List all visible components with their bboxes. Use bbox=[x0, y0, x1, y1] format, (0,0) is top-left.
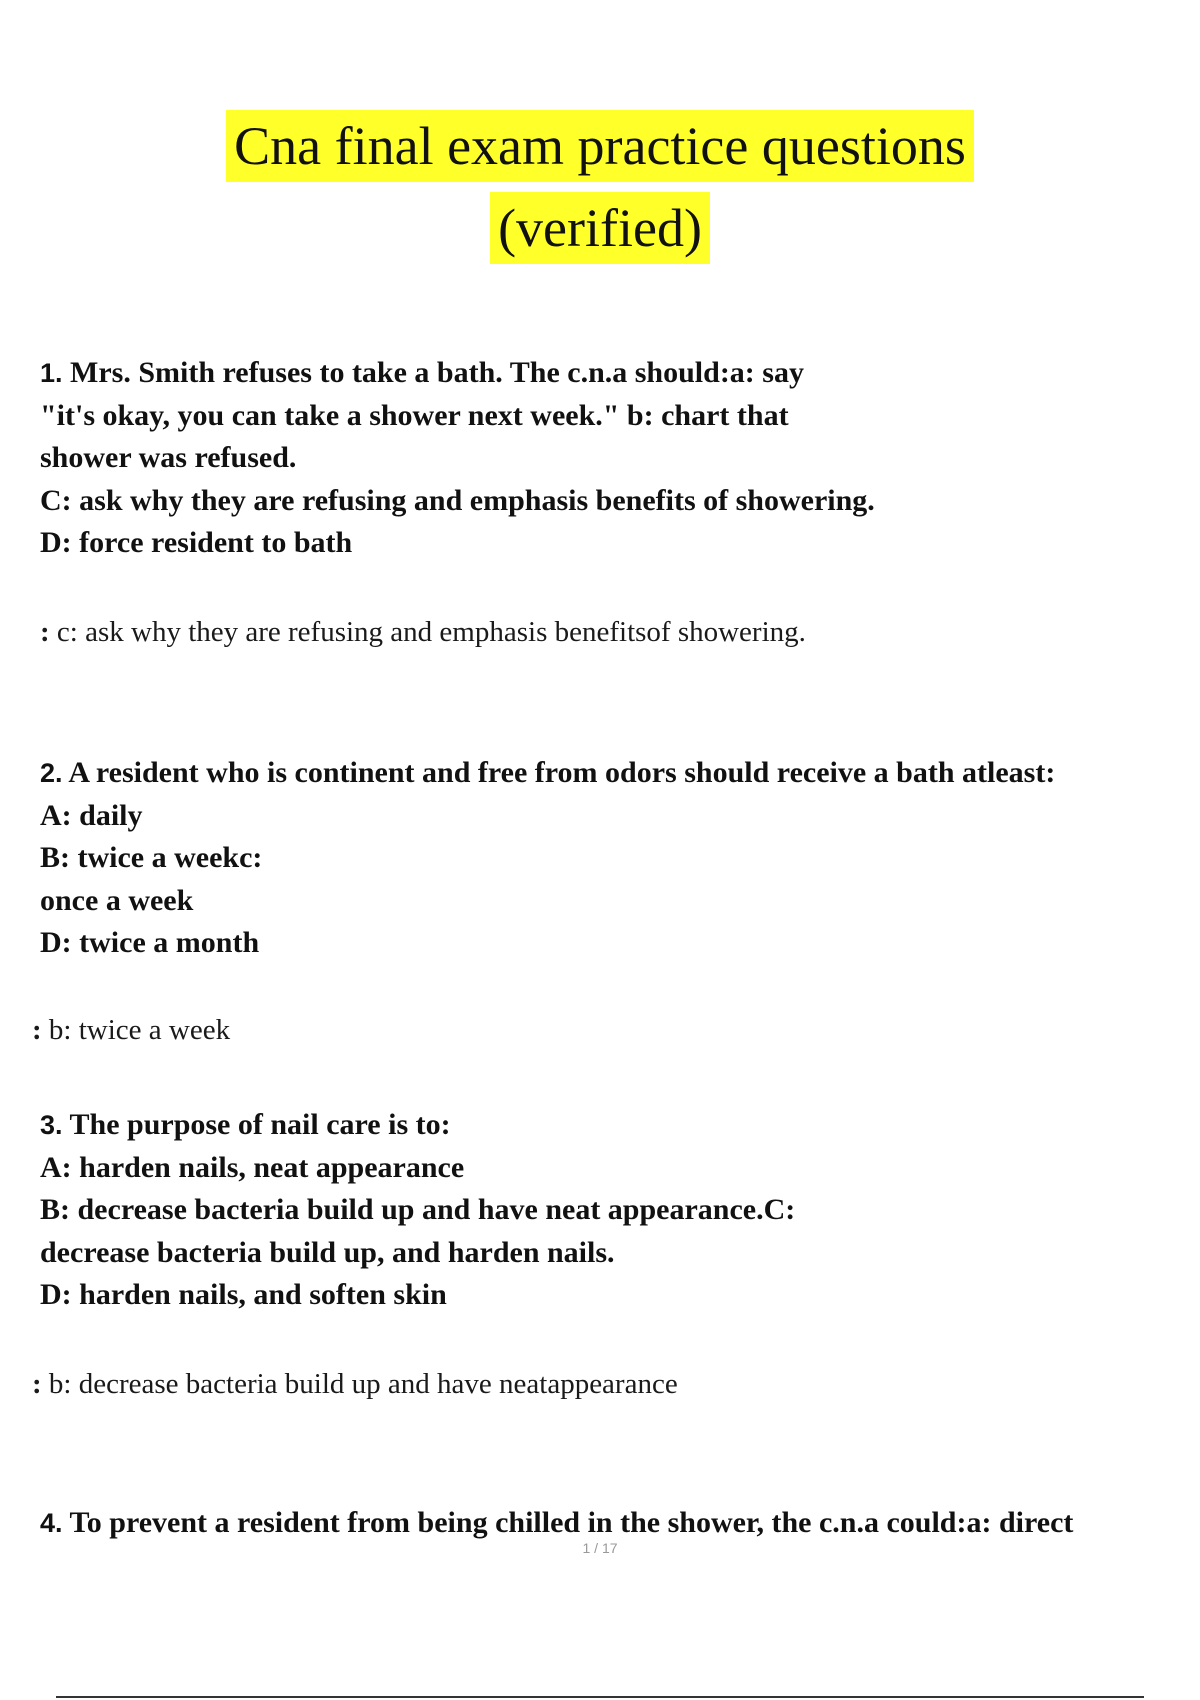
answer-1 bbox=[40, 612, 806, 652]
page-indicator: 1 / 17 bbox=[582, 1540, 618, 1556]
title-line-1: Cna final exam practice questions bbox=[226, 110, 974, 182]
title-line-2: (verified) bbox=[490, 192, 710, 264]
question-number: 4. bbox=[40, 1508, 63, 1538]
question-text: To prevent a resident from being chilled in the shower, the c.n.a could:a: direct bbox=[69, 1506, 1074, 1539]
question-line: shower was refused. bbox=[40, 441, 297, 474]
question-3 bbox=[40, 1104, 1170, 1317]
document-title bbox=[0, 110, 1200, 264]
answer-marker: : bbox=[40, 616, 50, 648]
question-text: A resident who is continent and free from odors should receive a bath atleast: bbox=[68, 756, 1056, 789]
question-line: D: harden nails, and soften skin bbox=[40, 1278, 447, 1311]
question-line: A: harden nails, neat appearance bbox=[40, 1150, 465, 1184]
answer-text: b: twice a week bbox=[48, 1014, 231, 1046]
question-line: B: twice a weekc: bbox=[40, 841, 263, 874]
page-divider bbox=[56, 1696, 1144, 1698]
question-2 bbox=[40, 752, 1170, 965]
question-line bbox=[40, 752, 1170, 795]
question-text: The purpose of nail care is to: bbox=[69, 1108, 451, 1141]
question-line bbox=[40, 1502, 1170, 1545]
answer-3 bbox=[32, 1364, 678, 1404]
question-line: D: force resident to bath bbox=[40, 526, 353, 559]
answer-2 bbox=[32, 1010, 230, 1050]
answer-marker: : bbox=[32, 1368, 42, 1400]
question-line: C: ask why they are refusing and emphasis benefits of showering. bbox=[40, 483, 875, 517]
question-4 bbox=[40, 1502, 1170, 1545]
question-number: 2. bbox=[40, 758, 63, 788]
answer-text: c: ask why they are refusing and emphasis benefitsof showering. bbox=[56, 616, 806, 648]
question-line: A: daily bbox=[40, 798, 143, 832]
question-number: 3. bbox=[40, 1110, 63, 1140]
question-line: B: decrease bacteria build up and have neat appearance.C: bbox=[40, 1193, 796, 1226]
question-text: Mrs. Smith refuses to take a bath. The c.n.a should:a: say bbox=[70, 356, 804, 389]
question-line: D: twice a month bbox=[40, 926, 260, 959]
answer-text: b: decrease bacteria build up and have neatappearance bbox=[48, 1368, 678, 1400]
question-line bbox=[40, 352, 1170, 395]
answer-marker: : bbox=[32, 1014, 42, 1046]
question-line: once a week bbox=[40, 883, 194, 917]
question-line: "it's okay, you can take a shower next week." b: chart that bbox=[40, 398, 789, 432]
question-number: 1. bbox=[40, 358, 63, 388]
question-1 bbox=[40, 352, 1170, 565]
question-line: decrease bacteria build up, and harden nails. bbox=[40, 1235, 615, 1269]
question-line bbox=[40, 1104, 1170, 1147]
